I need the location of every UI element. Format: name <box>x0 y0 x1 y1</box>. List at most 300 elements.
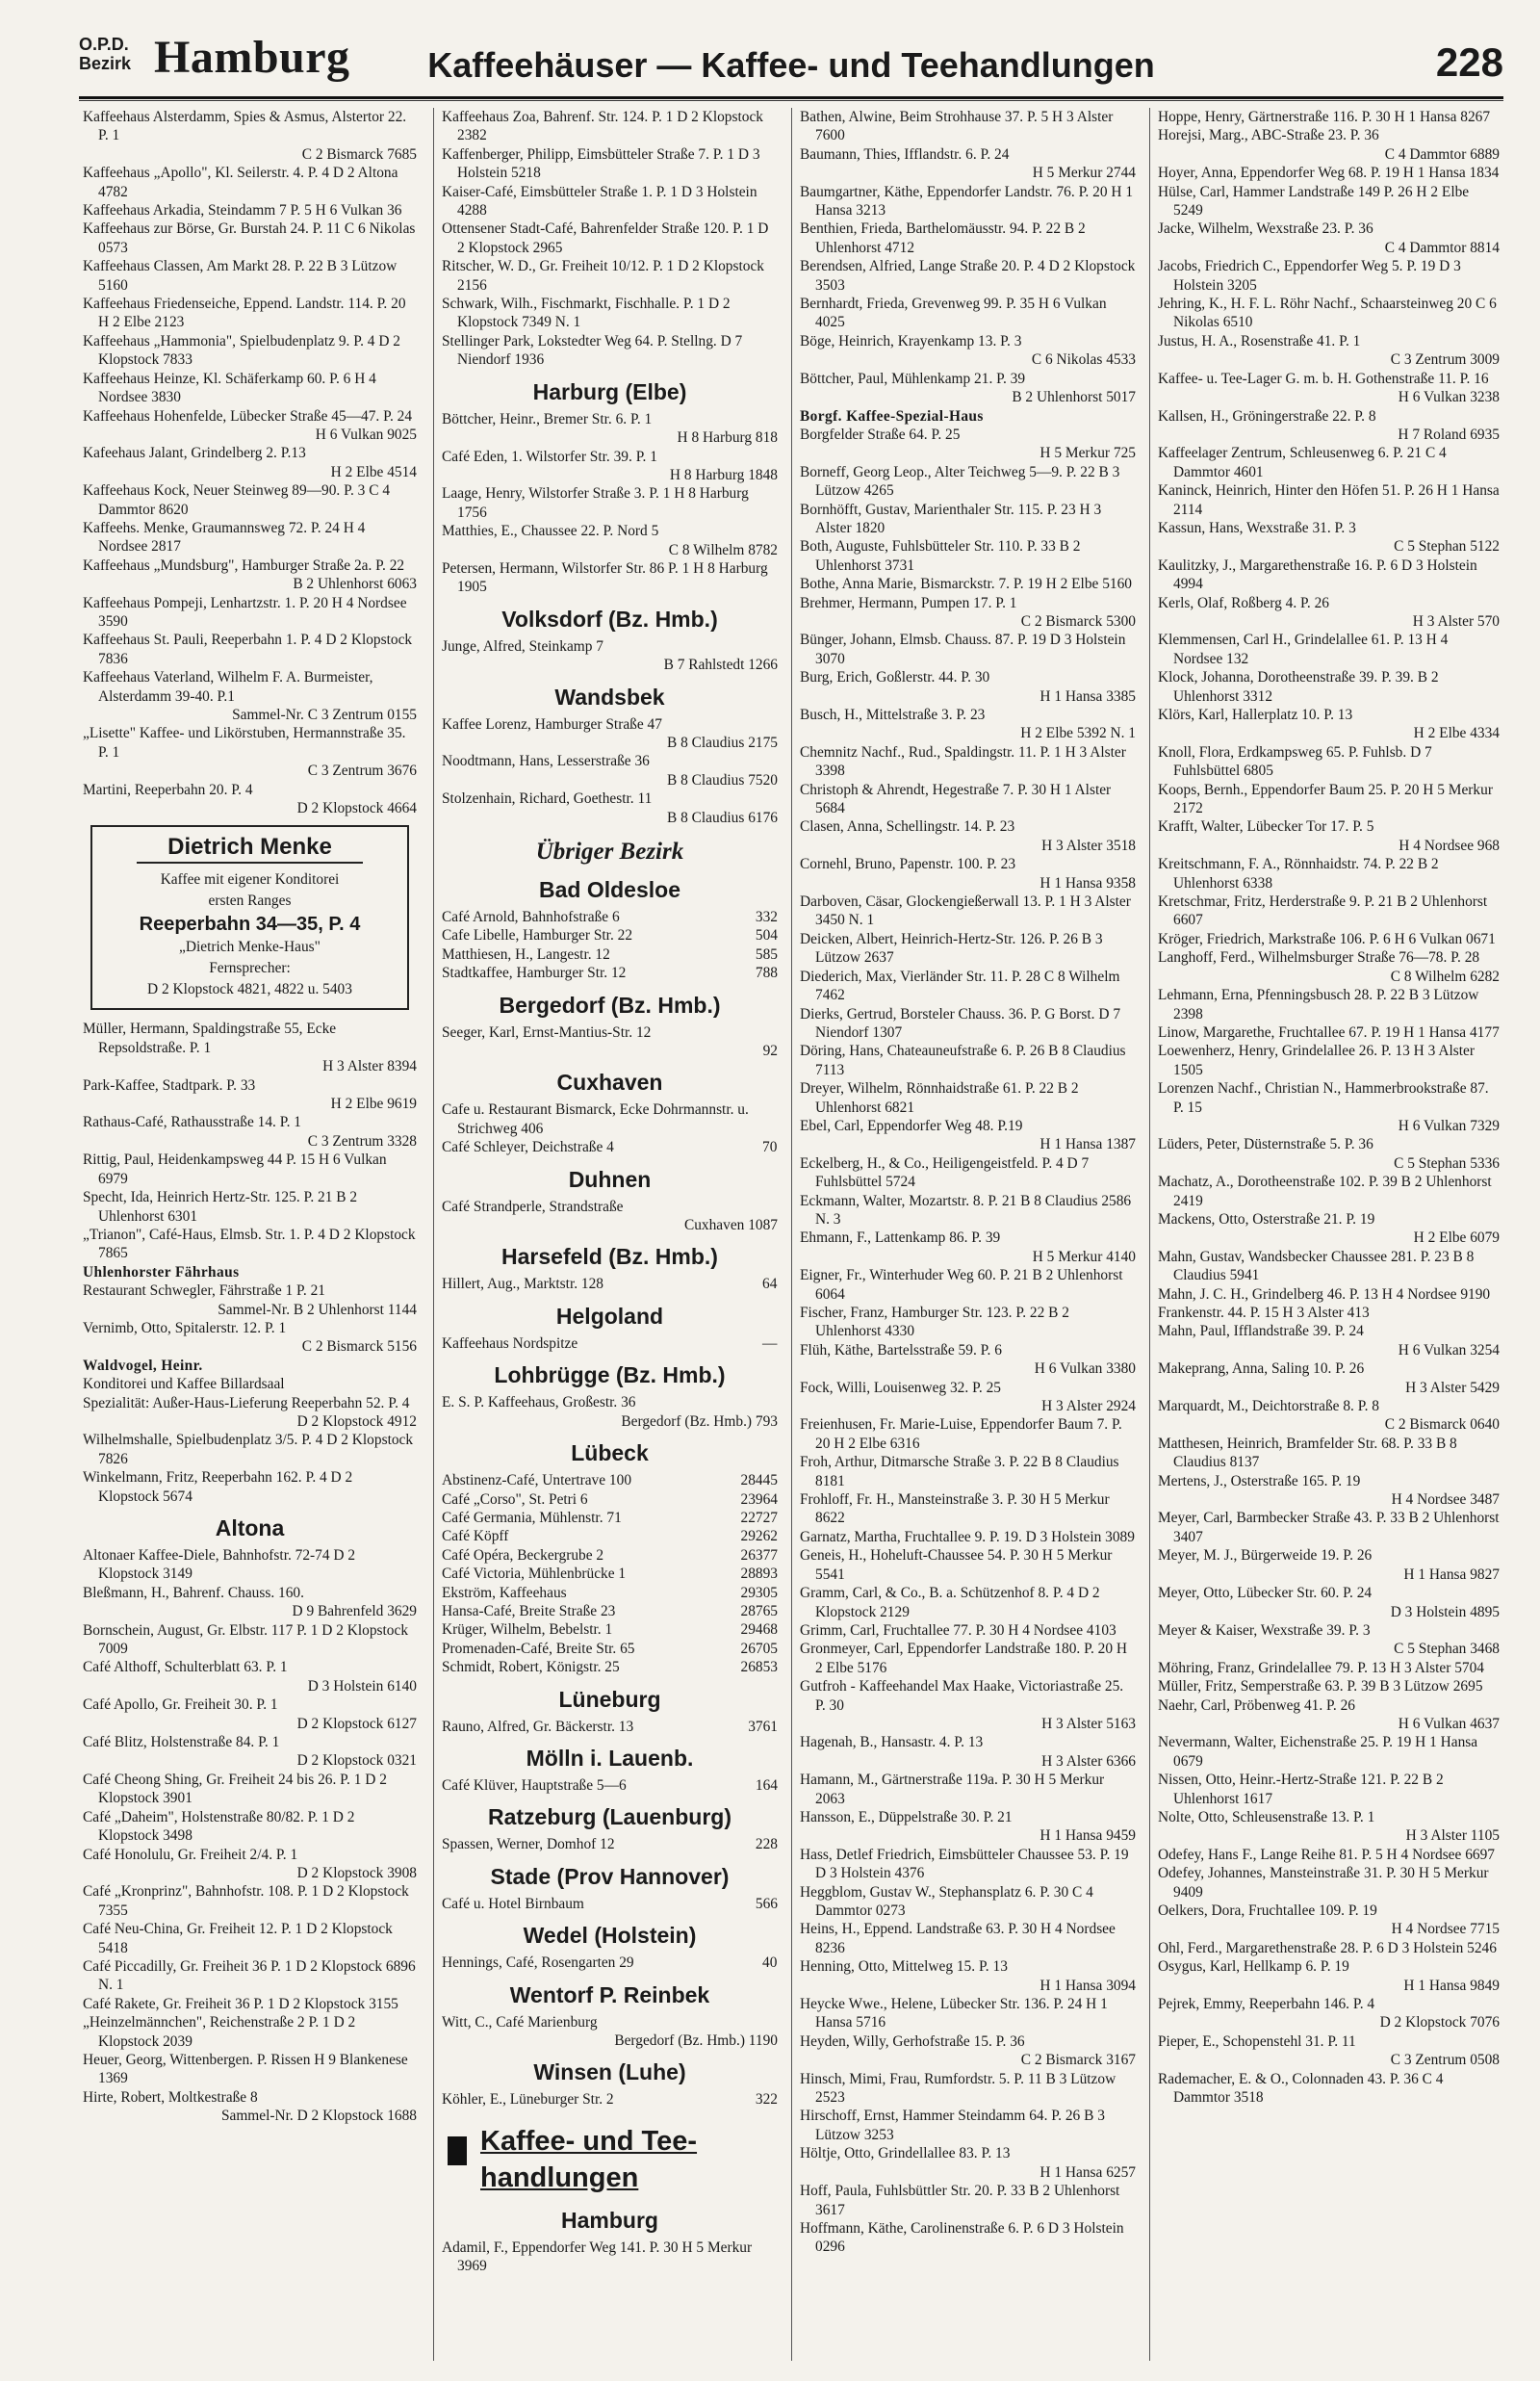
listing-entry: Schwark, Wilh., Fischmarkt, Fischhalle. P. 1 D 2 Klopstock 7349 N. 1 <box>442 296 731 331</box>
listing-entry: Eckmann, Walter, Mozartstr. 8. P. 21 B 8 Claudius 2586 N. 3 <box>800 1192 1132 1228</box>
listing-entry: Borneff, Georg Leop., Alter Teichweg 5—9. P. 22 B 3 Lützow 4265 <box>800 463 1120 500</box>
listing-text: Café „Corso", St. Petri 6 <box>442 1490 588 1508</box>
listing-entry: Kaffenberger, Philipp, Eimsbütteler Straße 7. P. 1 D 3 Holstein 5218 <box>442 145 760 182</box>
listing-entry: Kaffeehaus „Hammonia", Spielbudenplatz 9. P. 4 D 2 Klopstock 7833 <box>83 332 400 369</box>
phone-line: D 2 Klopstock 3908 <box>296 1864 417 1881</box>
listing-entry: Eigner, Fr., Winterhuder Weg 60. P. 21 B 2 Uhlenhorst 6064 <box>800 1267 1123 1303</box>
business-name: Borgf. Kaffee-Spezial-Haus <box>800 407 984 425</box>
listing-entry: Junge, Alfred, Steinkamp 7 <box>442 637 603 655</box>
listing-entry: Böge, Heinrich, Krayenkamp 13. P. 3 <box>800 332 1022 349</box>
listing-entry: Baumgartner, Käthe, Eppendorfer Landstr. 76. P. 20 H 1 Hansa 3213 <box>800 183 1134 220</box>
listing-entry <box>442 1895 778 1913</box>
listing-entry: Hülse, Carl, Hammer Landstraße 149 P. 26 H 2 Elbe 5249 <box>1158 183 1470 220</box>
listing-entry: Petersen, Hermann, Wilstorfer Str. 86 P. 1 H 8 Harburg 1905 <box>442 559 768 596</box>
listing-entry: Both, Auguste, Fuhlsbütteler Str. 110. P. 33 B 2 Uhlenhorst 3731 <box>800 538 1081 574</box>
listing-entry: Gutfroh - Kaffeehandel Max Haake, Victoriastraße 25. P. 30 <box>800 1678 1124 1714</box>
listing-entry: Ehmann, F., Lattenkamp 86. P. 39 <box>800 1229 1001 1247</box>
listing-entry: Lehmann, Erna, Pfenningsbusch 28. P. 22 B 3 Lützow 2398 <box>1158 987 1479 1022</box>
phone-line: H 8 Harburg 818 <box>677 429 778 447</box>
column-1 <box>79 108 421 2361</box>
phone-line: H 3 Alster 6366 <box>1041 1752 1136 1770</box>
listing-entry: Osygus, Karl, Hellkamp 6. P. 19 <box>1158 1958 1349 1976</box>
phone-line: H 1 Hansa 9358 <box>1040 874 1136 892</box>
phone-line: H 6 Vulkan 3380 <box>1034 1360 1136 1378</box>
listing-entry <box>442 1471 778 1489</box>
listing-entry: Clasen, Anna, Schellingstr. 14. P. 23 <box>800 818 1015 836</box>
listing-entry: Garnatz, Martha, Fruchtallee 9. P. 19. D 3 Holstein 3089 <box>800 1528 1135 1545</box>
column-4 <box>1149 108 1503 2361</box>
listing-entry: Frankenstr. 44. P. 15 H 3 Alster 413 <box>1158 1305 1370 1321</box>
listing-entry: Hamann, M., Gärtnerstraße 119a. P. 30 H 5 Merkur 2063 <box>800 1772 1105 1807</box>
opd-line: O.P.D. <box>79 35 129 54</box>
listing-text: Café Klüver, Hauptstraße 5—6 <box>442 1776 627 1794</box>
phone-line: B 2 Uhlenhorst 5017 <box>1012 389 1136 406</box>
phone-line: H 4 Nordsee 3487 <box>1391 1491 1500 1509</box>
place-heading: Wentorf P. Reinbek <box>509 1981 710 2007</box>
listing-entry: Kaffeehaus Zoa, Bahrenf. Str. 124. P. 1 D 2 Klopstock 2382 <box>442 109 763 144</box>
listing-entry: Winkelmann, Fritz, Reeperbahn 162. P. 4 D 2 Klopstock 5674 <box>83 1469 353 1505</box>
listing-entry: Geneis, H., Hoheluft-Chaussee 54. P. 30 H 5 Merkur 5541 <box>800 1547 1113 1583</box>
listing-entry: Klörs, Karl, Hallerplatz 10. P. 13 <box>1158 707 1353 723</box>
listing-entry: Naehr, Carl, Pröbenweg 41. P. 26 <box>1158 1696 1355 1714</box>
phone-line: Bergedorf (Bz. Hmb.) 793 <box>621 1412 778 1430</box>
listing-entry: Kaffeehaus Friedenseiche, Eppend. Landstr. 114. P. 20 H 2 Elbe 2123 <box>83 296 406 331</box>
phone-line: H 1 Hansa 9849 <box>1403 1977 1500 1994</box>
phone-line: C 5 Stephan 3468 <box>1394 1641 1500 1658</box>
listing-entry <box>442 1620 778 1639</box>
listing-entry: Odefey, Johannes, Mansteinstraße 31. P. 30 H 5 Merkur 9409 <box>1158 1865 1489 1901</box>
listing-entry: Darboven, Cäsar, Glockengießerwall 13. P. 1 H 3 Alster 3450 N. 1 <box>800 893 1131 929</box>
listing-entry <box>442 1490 778 1509</box>
listing-entry: Witt, C., Café Marienburg <box>442 2013 598 2031</box>
listing-entry: Hoppe, Henry, Gärtnerstraße 116. P. 30 H 1 Hansa 8267 <box>1158 109 1491 125</box>
listing-entry <box>442 1835 778 1853</box>
phone-line: H 5 Merkur 725 <box>1040 445 1136 462</box>
listing-entry: Kaulitzky, J., Margarethenstraße 16. P. 6 D 3 Holstein 4994 <box>1158 556 1477 593</box>
listing-entry: 64 Hillert, Aug., Marktstr. 128 <box>442 1276 778 1293</box>
listing-entry: Kafeehaus Jalant, Grindelberg 2. P.13 <box>83 445 306 462</box>
listing-entry: Klemmensen, Carl H., Grindelallee 61. P. 13 H 4 Nordsee 132 <box>1158 632 1449 667</box>
phone-line: H 2 Elbe 9619 <box>330 1096 417 1113</box>
listing-entry: Bernhardt, Frieda, Grevenweg 99. P. 35 H 6 Vulkan 4025 <box>800 296 1107 331</box>
listing-entry: „Trianon", Café-Haus, Elmsb. Str. 1. P. 4 D 2 Klopstock 7865 <box>83 1226 416 1262</box>
listing-entry: Nissen, Otto, Heinr.-Hertz-Straße 121. P. 22 B 2 Uhlenhorst 1617 <box>1158 1772 1444 1807</box>
phone-line: C 3 Zentrum 3676 <box>307 763 417 780</box>
listing-entry: Bornhöfft, Gustav, Marienthaler Str. 115. P. 23 H 3 Alster 1820 <box>800 501 1102 536</box>
phone-line: H 3 Alster 3518 <box>1041 837 1136 854</box>
listing-entry <box>442 1718 778 1736</box>
listing-entry: Burg, Erich, Goßlerstr. 44. P. 30 <box>800 669 990 686</box>
listing-entry: Ohl, Ferd., Margarethenstraße 28. P. 6 D 3 Holstein 5246 <box>1158 1939 1497 1956</box>
place-heading: Ratzeburg (Lauenburg) <box>488 1804 732 1830</box>
listing-text: Café Opéra, Beckergrube 2 <box>442 1546 604 1564</box>
phone-line: B 2 Uhlenhorst 6063 <box>293 576 417 593</box>
column-3 <box>791 108 1140 2361</box>
phone-number: 29468 <box>740 1621 778 1639</box>
phone-line: H 8 Harburg 1848 <box>669 466 778 483</box>
listing-entry: Jehring, K., H. F. L. Röhr Nachf., Schaarsteinweg 20 C 6 Nikolas 6510 <box>1158 296 1497 331</box>
page-header <box>79 21 1503 99</box>
ad-line: D 2 Klopstock 4821, 4822 u. 5403 <box>147 981 352 998</box>
listing-entry: Matthesen, Heinrich, Bramfelder Str. 68. P. 33 B 8 Claudius 8137 <box>1158 1435 1457 1471</box>
listing-entry: Müller, Fritz, Semperstraße 63. P. 39 B 3 Lützow 2695 <box>1158 1678 1483 1695</box>
listing-entry: Odefey, Hans F., Lange Reihe 81. P. 5 H 4 Nordsee 6697 <box>1158 1846 1495 1863</box>
phone-line: D 3 Holstein 6140 <box>307 1677 417 1695</box>
place-heading: Volksdorf (Bz. Hmb.) <box>501 606 718 632</box>
phone-line: C 2 Bismarck 5156 <box>301 1338 417 1356</box>
phone-line: B 8 Claudius 6176 <box>666 809 778 826</box>
listing-entry: Hirschoff, Ernst, Hammer Steindamm 64. P. 26 B 3 Lützow 3253 <box>800 2108 1105 2143</box>
place-heading: Duhnen <box>568 1166 652 1192</box>
phone-line: B 7 Rahlstedt 1266 <box>663 657 778 674</box>
page-title: Kaffeehäuser — Kaffee- und Teehandlungen <box>427 45 1155 85</box>
business-name: Waldvogel, Heinr. <box>83 1357 203 1374</box>
listing-entry: Kröger, Friedrich, Markstraße 106. P. 6 H 6 Vulkan 0671 <box>1158 930 1496 947</box>
listing-entry <box>442 1565 778 1583</box>
phone-line: H 1 Hansa 6257 <box>1040 2163 1136 2181</box>
listing-entry: Höltje, Otto, Grindellallee 83. P. 13 <box>800 2145 1011 2162</box>
listing-entry: Hagenah, B., Hansastr. 4. P. 13 <box>800 1734 984 1751</box>
phone-line: H 1 Hansa 3094 <box>1040 1977 1136 1994</box>
listing-entry: Café Neu-China, Gr. Freiheit 12. P. 1 D 2 Klopstock 5418 <box>83 1921 393 1956</box>
listing-entry: Kaffeehaus Pompeji, Lenhartzstr. 1. P. 20 H 4 Nordsee 3590 <box>83 594 407 630</box>
listing-entry: Heins, H., Eppend. Landstraße 63. P. 30 H 4 Nordsee 8236 <box>800 1921 1116 1956</box>
phone-line: Cuxhaven 1087 <box>683 1217 778 1234</box>
listing-text: Hansa-Café, Breite Straße 23 <box>442 1602 616 1619</box>
listing-entry: Café Althoff, Schulterblatt 63. P. 1 <box>83 1659 288 1676</box>
listing-entry: Justus, H. A., Rosenstraße 41. P. 1 <box>1158 332 1361 349</box>
listing-entry: Bothe, Anna Marie, Bismarckstr. 7. P. 19 H 2 Elbe 5160 <box>800 576 1132 593</box>
listing-text: Cafe Libelle, Hamburger Str. 22 <box>442 927 633 945</box>
listing-entry: Gronmeyer, Carl, Eppendorfer Landstraße 180. P. 20 H 2 Elbe 5176 <box>800 1641 1128 1676</box>
listing-entry: „Heinzelmännchen", Reichenstraße 2 P. 1 D 2 Klopstock 2039 <box>83 2014 356 2050</box>
phone-line: H 6 Vulkan 9025 <box>315 426 417 443</box>
listing-entry: Specht, Ida, Heinrich Hertz-Str. 125. P. 21 B 2 Uhlenhorst 6301 <box>83 1189 358 1225</box>
listing-entry: Bornschein, August, Gr. Elbstr. 117 P. 1 D 2 Klopstock 7009 <box>83 1621 409 1658</box>
phone-line: C 2 Bismarck 5300 <box>1020 612 1136 630</box>
listing-entry: Knoll, Flora, Erdkampsweg 65. P. Fuhlsb. D 7 Fuhlsbüttel 6805 <box>1158 743 1432 780</box>
listing-text: Spassen, Werner, Domhof 12 <box>442 1836 615 1853</box>
city-name: Hamburg <box>154 32 350 83</box>
phone-line: H 3 Alster 5429 <box>1405 1379 1500 1396</box>
listing-entry: Fischer, Franz, Hamburger Str. 123. P. 22 B 2 Uhlenhorst 4330 <box>800 1305 1069 1340</box>
listing-entry: Kassun, Hans, Wexstraße 31. P. 3 <box>1158 519 1356 536</box>
listing-entry: Mahn, Paul, Ifflandstraße 39. P. 24 <box>1158 1323 1364 1340</box>
listing-entry: Heycke Wwe., Helene, Lübecker Str. 136. P. 24 H 1 Hansa 5716 <box>800 1996 1108 2032</box>
phone-number: 26853 <box>740 1659 778 1676</box>
phone-line: H 2 Elbe 4514 <box>330 463 417 480</box>
phone-number: 22727 <box>740 1509 778 1526</box>
listing-entry: Matthies, E., Chaussee 22. P. Nord 5 <box>442 523 659 540</box>
phone-line: H 1 Hansa 3385 <box>1040 687 1136 705</box>
ad-line: ersten Ranges <box>208 893 292 910</box>
phone-line: H 1 Hansa 1387 <box>1040 1136 1136 1153</box>
listing-entry: 40 Hennings, Café, Rosengarten 29 <box>442 1954 778 1972</box>
listing-entry: Hansson, E., Düppelstraße 30. P. 21 <box>800 1808 1013 1825</box>
ad-address: Reeperbahn 34—35, P. 4 <box>139 914 361 936</box>
listing-entry: Rathaus-Café, Rathausstraße 14. P. 1 <box>83 1114 301 1131</box>
listing-entry: Kreitschmann, F. A., Rönnhaidstr. 74. P. 22 B 2 Uhlenhorst 6338 <box>1158 856 1439 892</box>
advertisement-box <box>90 825 409 1010</box>
phone-number: 26377 <box>740 1546 778 1564</box>
listing-entry: Kaffee- u. Tee-Lager G. m. b. H. Gothenstraße 11. P. 16 <box>1158 370 1489 387</box>
listing-entry: Kaffeehaus „Mundsburg", Hamburger Straße 2a. P. 22 <box>83 556 405 574</box>
listing-entry: Christoph & Ahrendt, Hegestraße 7. P. 30 H 1 Alster 5684 <box>800 781 1112 817</box>
phone-line: 92 <box>762 1043 778 1060</box>
listing-entry: Seeger, Karl, Ernst-Mantius-Str. 12 <box>442 1023 652 1041</box>
section-title-line: handlungen <box>480 2161 639 2193</box>
listing-entry: Freienhusen, Fr. Marie-Luise, Eppendorfer Baum 7. P. 20 H 2 Elbe 6316 <box>800 1416 1122 1452</box>
listing-text: Rauno, Alfred, Gr. Bäckerstr. 13 <box>442 1718 634 1735</box>
place-heading: Mölln i. Lauenb. <box>526 1745 694 1771</box>
business-name: Uhlenhorster Fährhaus <box>83 1263 240 1281</box>
phone-number: 322 <box>755 2091 778 2109</box>
column-2 <box>433 108 782 2361</box>
listing-entry: Jacke, Wilhelm, Wexstraße 23. P. 36 <box>1158 220 1373 238</box>
listing-entry: Heggblom, Gustav W., Stephansplatz 6. P. 30 C 4 Dammtor 0273 <box>800 1883 1093 1919</box>
listing-entry: Café Apollo, Gr. Freiheit 30. P. 1 <box>83 1696 278 1714</box>
listing-entry: Dierks, Gertrud, Borsteler Chauss. 36. P. G Borst. D 7 Niendorf 1307 <box>800 1005 1121 1041</box>
listing-entry: Café Cheong Shing, Gr. Freiheit 24 bis 26. P. 1 D 2 Klopstock 3901 <box>83 1771 387 1807</box>
listing-entry: Henning, Otto, Mittelweg 15. P. 13 <box>800 1958 1008 1976</box>
listing-entry: Café „Kronprinz", Bahnhofstr. 108. P. 1 D 2 Klopstock 7355 <box>83 1883 409 1919</box>
listing-text: Abstinenz-Café, Untertrave 100 <box>442 1472 632 1489</box>
listing-entry: Altonaer Kaffee-Diele, Bahnhofstr. 72-74 D 2 Klopstock 3149 <box>83 1547 356 1583</box>
listing-entry: Café Blitz, Holstenstraße 84. P. 1 <box>83 1734 280 1751</box>
listing-entry: Café Honolulu, Gr. Freiheit 2/4. P. 1 <box>83 1846 298 1863</box>
phone-line: H 4 Nordsee 968 <box>1399 837 1500 854</box>
listing-text: Hillert, Aug., Marktstr. 128 <box>442 1276 604 1293</box>
listing-entry: Hoff, Paula, Fuhlsbüttler Str. 20. P. 33 B 2 Uhlenhorst 3617 <box>800 2183 1120 2218</box>
listing-entry: Koops, Bernh., Eppendorfer Baum 25. P. 20 H 5 Merkur 2172 <box>1158 781 1493 817</box>
phone-line: Sammel-Nr. B 2 Uhlenhorst 1144 <box>218 1301 417 1318</box>
listing-entry: Laage, Henry, Wilstorfer Straße 3. P. 1 H 8 Harburg 1756 <box>442 485 749 521</box>
place-heading: Lohbrügge (Bz. Hmb.) <box>494 1362 726 1388</box>
ad-line: Fernsprecher: <box>209 960 291 977</box>
phone-line: D 9 Bahrenfeld 3629 <box>292 1603 417 1620</box>
listing-entry: Benthien, Frieda, Barthelomäusstr. 94. P. 22 B 2 Uhlenhorst 4712 <box>800 220 1086 256</box>
phone-line: D 2 Klopstock 4664 <box>296 800 417 817</box>
phone-number: 28765 <box>740 1602 778 1619</box>
phone-line: H 1 Hansa 9459 <box>1040 1827 1136 1845</box>
listing-entry: Kaiser-Café, Eimsbütteler Straße 1. P. 1 D 3 Holstein 4288 <box>442 183 757 220</box>
phone-line: H 5 Merkur 2744 <box>1032 165 1136 182</box>
listing-entry: Jacobs, Friedrich C., Eppendorfer Weg 5. P. 19 D 3 Holstein 3205 <box>1158 258 1461 294</box>
ad-line: „Dietrich Menke-Haus" <box>179 939 321 956</box>
listing-entry: Dreyer, Wilhelm, Rönnhaidstraße 61. P. 22 B 2 Uhlenhorst 6821 <box>800 1080 1079 1116</box>
listing-entry <box>442 2090 778 2109</box>
section-title-line: Kaffee- und Tee- <box>480 2125 698 2157</box>
listing-entry: Kaffeehaus zur Börse, Gr. Burstah 24. P. 11 C 6 Nikolas 0573 <box>83 220 416 256</box>
listing-entry: Meyer, M. J., Bürgerweide 19. P. 26 <box>1158 1547 1373 1565</box>
place-heading: Harsefeld (Bz. Hmb.) <box>501 1244 718 1270</box>
listing-entry: Bünger, Johann, Elmsb. Chauss. 87. P. 19 D 3 Holstein 3070 <box>800 632 1126 667</box>
place-heading: Harburg (Elbe) <box>532 378 687 404</box>
page-number: 228 <box>1435 39 1503 85</box>
place-heading: Bergedorf (Bz. Hmb.) <box>499 992 721 1018</box>
header-rule <box>79 100 1503 101</box>
listing-entry: E. S. P. Kaffeehaus, Großestr. 36 <box>442 1394 636 1411</box>
listing-entry: Deicken, Albert, Heinrich-Hertz-Str. 126. P. 26 B 3 Lützow 2637 <box>800 930 1103 967</box>
phone-number: 26705 <box>740 1640 778 1657</box>
listing-entry: Böttcher, Heinr., Bremer Str. 6. P. 1 <box>442 410 653 427</box>
listing-entry: Nolte, Otto, Schleusenstraße 13. P. 1 <box>1158 1808 1375 1825</box>
phone-number: 585 <box>755 945 778 963</box>
listing-entry: Loewenherz, Henry, Grindelallee 26. P. 13 H 3 Alster 1505 <box>1158 1043 1475 1078</box>
listing-entry: Kaffeehaus Heinze, Kl. Schäferkamp 60. P. 6 H 4 Nordsee 3830 <box>83 370 376 406</box>
listing-entry: Kaffee Lorenz, Hamburger Straße 47 <box>442 715 662 733</box>
phone-line: H 7 Roland 6935 <box>1398 426 1500 443</box>
region-heading: Übriger Bezirk <box>535 839 684 865</box>
listing-text: Kaffeehaus Nordspitze <box>442 1334 578 1352</box>
listing-entry: Kaffeehaus St. Pauli, Reeperbahn 1. P. 4 D 2 Klopstock 7836 <box>83 632 413 667</box>
listing-entry: Park-Kaffee, Stadtpark. P. 33 <box>83 1076 256 1094</box>
phone-line: D 2 Klopstock 7076 <box>1379 2014 1500 2032</box>
phone-line: H 3 Alster 1105 <box>1405 1827 1500 1845</box>
phone-number: 504 <box>755 927 778 945</box>
listing-entry <box>442 1776 778 1795</box>
listing-text: Café Victoria, Mühlenbrücke 1 <box>442 1566 627 1583</box>
phone-line: C 3 Zentrum 0508 <box>1390 2052 1500 2069</box>
listing-entry <box>442 1658 778 1676</box>
phone-line: H 3 Alster 2924 <box>1041 1398 1136 1415</box>
listing-entry: Rittig, Paul, Heidenkampsweg 44 P. 15 H 6 Vulkan 6979 <box>83 1152 387 1187</box>
listing-entry: Heyden, Willy, Gerhofstraße 15. P. 36 <box>800 2032 1025 2050</box>
listing-entry: Ebel, Carl, Eppendorfer Weg 48. P.19 <box>800 1117 1023 1134</box>
phone-line: Sammel-Nr. D 2 Klopstock 1688 <box>220 2108 417 2125</box>
directory-columns <box>79 108 1503 2361</box>
phone-line: H 6 Vulkan 3238 <box>1398 389 1500 406</box>
section-marker <box>448 2136 467 2165</box>
listing-entry: Hirte, Robert, Moltkestraße 8 <box>83 2088 258 2106</box>
ad-title: Dietrich Menke <box>137 833 363 864</box>
listing-entry: Müller, Hermann, Spaldingstraße 55, Ecke Repsoldstraße. P. 1 <box>83 1021 337 1056</box>
listing-entry: Cornehl, Bruno, Papenstr. 100. P. 23 <box>800 856 1016 873</box>
listing-text: Stadtkaffee, Hamburger Str. 12 <box>442 965 627 982</box>
phone-line: Bergedorf (Bz. Hmb.) 1190 <box>614 2032 778 2049</box>
listing-entry: Nevermann, Walter, Eichenstraße 25. P. 19 H 1 Hansa 0679 <box>1158 1734 1478 1770</box>
listing-entry: Krafft, Walter, Lübecker Tor 17. P. 5 <box>1158 818 1374 836</box>
listing-text: Café Köpff <box>442 1528 509 1545</box>
listing-entry: Hoffmann, Käthe, Carolinenstraße 6. P. 6 D 3 Holstein 0296 <box>800 2219 1124 2256</box>
place-heading: Altona <box>215 1515 285 1540</box>
listing-entry: Kaffeelager Zentrum, Schleusenweg 6. P. 21 C 4 Dammtor 4601 <box>1158 445 1447 480</box>
phone-line: Sammel-Nr. C 3 Zentrum 0155 <box>232 707 417 723</box>
listing-entry: Kaffeehaus Vaterland, Wilhelm F. A. Burmeister, Alsterdamm 39-40. P.1 <box>83 669 373 705</box>
phone-line: H 5 Merkur 4140 <box>1032 1248 1136 1265</box>
listing-entry: Berendsen, Alfried, Lange Straße 20. P. 4 D 2 Klopstock 3503 <box>800 258 1136 294</box>
phone-line: H 3 Alster 5163 <box>1041 1715 1136 1732</box>
listing-entry: Flüh, Käthe, Bartelsstraße 59. P. 6 <box>800 1341 1002 1359</box>
listing-entry: Café „Daheim", Holstenstraße 80/82. P. 1 D 2 Klopstock 3498 <box>83 1808 355 1845</box>
phone-line: H 2 Elbe 6079 <box>1413 1229 1500 1247</box>
listing-entry: Heuer, Georg, Wittenbergen. P. Rissen H 9 Blankenese 1369 <box>83 2051 408 2087</box>
listing-entry: Frohloff, Fr. H., Mansteinstraße 3. P. 30 H 5 Merkur 8622 <box>800 1491 1110 1527</box>
listing-entry: Stolzenhain, Richard, Goethestr. 11 <box>442 790 653 808</box>
listing-entry: 70 Café Schleyer, Deichstraße 4 <box>442 1139 778 1156</box>
listing-entry: Café Strandperle, Strandstraße <box>442 1198 624 1215</box>
listing-entry <box>442 926 778 945</box>
listing-entry: Klock, Johanna, Dorotheenstraße 39. P. 39. B 2 Uhlenhorst 3312 <box>1158 669 1439 705</box>
place-heading: Cuxhaven <box>556 1070 663 1096</box>
place-heading: Winsen (Luhe) <box>533 2059 686 2085</box>
phone-line: D 2 Klopstock 0321 <box>296 1752 417 1770</box>
bezirk-line: Bezirk <box>79 54 132 73</box>
listing-entry: Ottensener Stadt-Café, Bahrenfelder Straße 120. P. 1 D 2 Klopstock 2965 <box>442 220 769 256</box>
listing-entry <box>442 1640 778 1658</box>
phone-number: 566 <box>755 1895 778 1912</box>
listing-entry: Kaffeehaus Alsterdamm, Spies & Asmus, Alstertor 22. P. 1 <box>83 109 407 144</box>
listing-text: Ekström, Kaffeehaus <box>442 1584 567 1601</box>
listing-entry: Busch, H., Mittelstraße 3. P. 23 <box>800 707 986 723</box>
phone-number: 788 <box>755 965 778 982</box>
listing-text: Café u. Hotel Birnbaum <box>442 1895 584 1912</box>
listing-entry <box>442 908 778 926</box>
phone-line: C 8 Wilhelm 8782 <box>668 541 778 558</box>
listing-entry: Döring, Hans, Chateauneufstraße 6. P. 26 B 8 Claudius 7113 <box>800 1043 1126 1078</box>
listing-entry: „Lisette" Kaffee- und Likörstuben, Hermannstraße 35. P. 1 <box>83 725 406 761</box>
listing-entry: Mackens, Otto, Osterstraße 21. P. 19 <box>1158 1210 1375 1228</box>
listing-text: Köhler, E., Lüneburger Str. 2 <box>442 2091 614 2109</box>
phone-line: H 6 Vulkan 4637 <box>1398 1715 1500 1732</box>
listing-entry: Kretschmar, Fritz, Herderstraße 9. P. 21 B 2 Uhlenhorst 6607 <box>1158 893 1488 929</box>
listing-entry: Vernimb, Otto, Spitalerstr. 12. P. 1 <box>83 1319 287 1336</box>
phone-number: 28893 <box>740 1566 778 1583</box>
listing-entry: Restaurant Schwegler, Fährstraße 1 P. 21 <box>83 1282 325 1300</box>
listing-entry: Bleßmann, H., Bahrenf. Chauss. 160. <box>83 1584 304 1601</box>
phone-line: C 6 Nikolas 4533 <box>1031 351 1136 369</box>
phone-line: D 2 Klopstock 6127 <box>296 1715 417 1732</box>
listing-entry <box>442 1546 778 1565</box>
listing-entry: Mahn, Gustav, Wandsbecker Chaussee 281. P. 23 B 8 Claudius 5941 <box>1158 1248 1475 1284</box>
place-heading: Lübeck <box>571 1440 649 1466</box>
phone-line: C 5 Stephan 5336 <box>1394 1154 1500 1172</box>
listing-entry: Gramm, Carl, & Co., B. a. Schützenhof 8. P. 4 D 2 Klopstock 2129 <box>800 1585 1100 1620</box>
listing-entry: Meyer, Carl, Barmbecker Straße 43. P. 33 B 2 Uhlenhorst 3407 <box>1158 1510 1500 1545</box>
listing-entry: Hoyer, Anna, Eppendorfer Weg 68. P. 19 H 1 Hansa 1834 <box>1158 165 1500 182</box>
place-heading: Wandsbek <box>554 684 665 710</box>
listing-entry: Eckelberg, H., & Co., Heiligengeistfeld. P. 4 D 7 Fuhlsbüttel 5724 <box>800 1154 1090 1191</box>
place-heading: Bad Oldesloe <box>539 877 680 902</box>
listing-entry: Meyer, Otto, Lübecker Str. 60. P. 24 <box>1158 1585 1373 1602</box>
listing-entry: Böttcher, Paul, Mühlenkamp 21. P. 39 <box>800 370 1026 387</box>
listing-entry: Diederich, Max, Vierländer Str. 11. P. 28 C 8 Wilhelm 7462 <box>800 968 1120 1004</box>
listing-entry: Kaffeehaus Arkadia, Steindamm 7 P. 5 H 6 Vulkan 36 <box>83 202 402 220</box>
phone-line: H 3 Alster 570 <box>1412 612 1500 630</box>
listing-entry: Kaninck, Heinrich, Hinter den Höfen 51. P. 26 H 1 Hansa 2114 <box>1158 482 1500 518</box>
place-heading: Stade (Prov Hannover) <box>490 1863 730 1889</box>
listing-entry: Cafe u. Restaurant Bismarck, Ecke Dohrmannstr. u. Strichweg 406 <box>442 1101 749 1137</box>
listing-entry: — Kaffeehaus Nordspitze <box>442 1334 778 1352</box>
listing-entry <box>442 945 778 964</box>
listing-entry <box>442 1602 778 1620</box>
phone-line: H 3 Alster 8394 <box>322 1058 417 1075</box>
listing-entry: Pieper, E., Schopenstehl 31. P. 11 <box>1158 2032 1356 2050</box>
listing-entry: Linow, Margarethe, Fruchtallee 67. P. 19 H 1 Hansa 4177 <box>1158 1023 1500 1041</box>
phone-line: D 3 Holstein 4895 <box>1390 1603 1500 1620</box>
phone-number: 29305 <box>740 1584 778 1601</box>
listing-entry: Oelkers, Dora, Fruchtallee 109. P. 19 <box>1158 1902 1377 1919</box>
phone-line: C 4 Dammtor 8814 <box>1384 239 1500 256</box>
listing-entry: Fock, Willi, Louisenweg 32. P. 25 <box>800 1379 1002 1396</box>
listing-entry: Pejrek, Emmy, Reeperbahn 146. P. 4 <box>1158 1996 1375 2013</box>
listing-entry: Mahn, J. C. H., Grindelberg 46. P. 13 H 4 Nordsee 9190 <box>1158 1285 1491 1303</box>
listing-entry: Kaffeehaus Kock, Neuer Steinweg 89—90. P. 3 C 4 Dammtor 8620 <box>83 482 391 518</box>
phone-number: 29262 <box>740 1528 778 1545</box>
phone-line: H 2 Elbe 5392 N. 1 <box>1020 725 1136 742</box>
listing-text: Promenaden-Café, Breite Str. 65 <box>442 1640 635 1657</box>
listing-entry: Stellinger Park, Lokstedter Weg 64. P. Stellng. D 7 Niendorf 1936 <box>442 332 743 369</box>
